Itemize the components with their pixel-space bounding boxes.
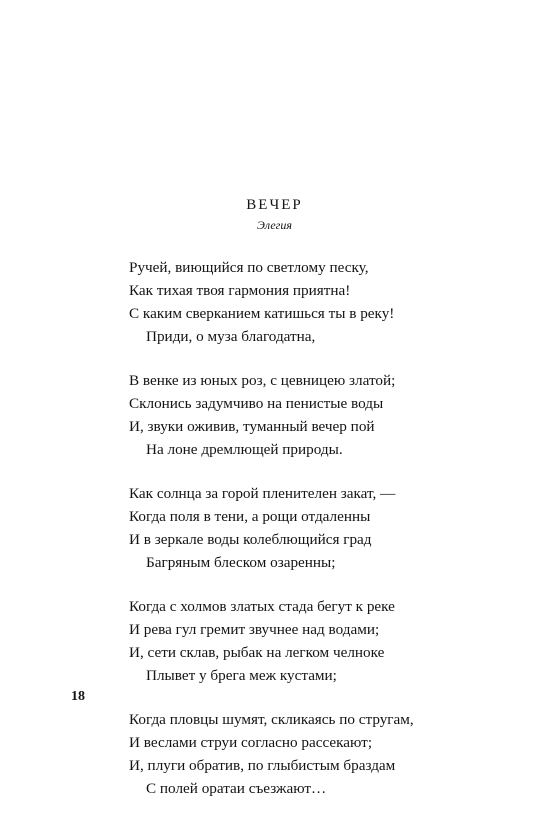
stanza-5 <box>129 708 529 800</box>
poem-body <box>129 256 529 821</box>
verse-line: Склонись задумчиво на пенистые воды <box>129 395 384 412</box>
poem-subtitle: Элегия <box>257 218 292 232</box>
verse-line: Как солнца за горой пленителен закат, — <box>129 485 396 502</box>
stanza-2 <box>129 369 529 461</box>
verse-line: И, плуги обратив, по глыбистым браздам <box>129 757 396 774</box>
verse-line: Ручей, виющийся по светлому песку, <box>129 259 369 276</box>
verse-line: И в зеркале воды колеблющийся град <box>129 531 372 548</box>
poem-title: ВЕЧЕР <box>246 197 303 213</box>
stanza-4 <box>129 595 529 687</box>
verse-line: Как тихая твоя гармония приятна! <box>129 282 351 299</box>
verse-line: Когда пловцы шумят, скликаясь по стругам, <box>129 711 414 728</box>
verse-line: И веслами струи согласно рассекают; <box>129 734 373 751</box>
verse-line: В венке из юных роз, с цевницею златой; <box>129 372 396 389</box>
verse-line-indented: Приди, о муза благодатна, <box>146 328 316 345</box>
verse-line-indented: На лоне дремлющей природы. <box>146 441 343 458</box>
stanza-3 <box>129 482 529 574</box>
verse-line: Когда поля в тени, а рощи отдаленны <box>129 508 371 525</box>
verse-line: С каким сверканием катишься ты в реку! <box>129 305 395 322</box>
verse-line: И, звуки оживив, туманный вечер пой <box>129 418 375 435</box>
stanza-1 <box>129 256 529 348</box>
verse-line-indented: Плывет у брега меж кустами; <box>146 667 337 684</box>
verse-line-indented: С полей оратаи съезжают… <box>146 780 327 797</box>
verse-line: Когда с холмов златых стада бегут к реке <box>129 598 395 615</box>
verse-line: И, сети склав, рыбак на легком челноке <box>129 644 385 661</box>
page-number: 18 <box>71 689 85 704</box>
verse-line: И рева гул гремит звучнее над водами; <box>129 621 380 638</box>
verse-line-indented: Багряным блеском озаренны; <box>146 554 336 571</box>
